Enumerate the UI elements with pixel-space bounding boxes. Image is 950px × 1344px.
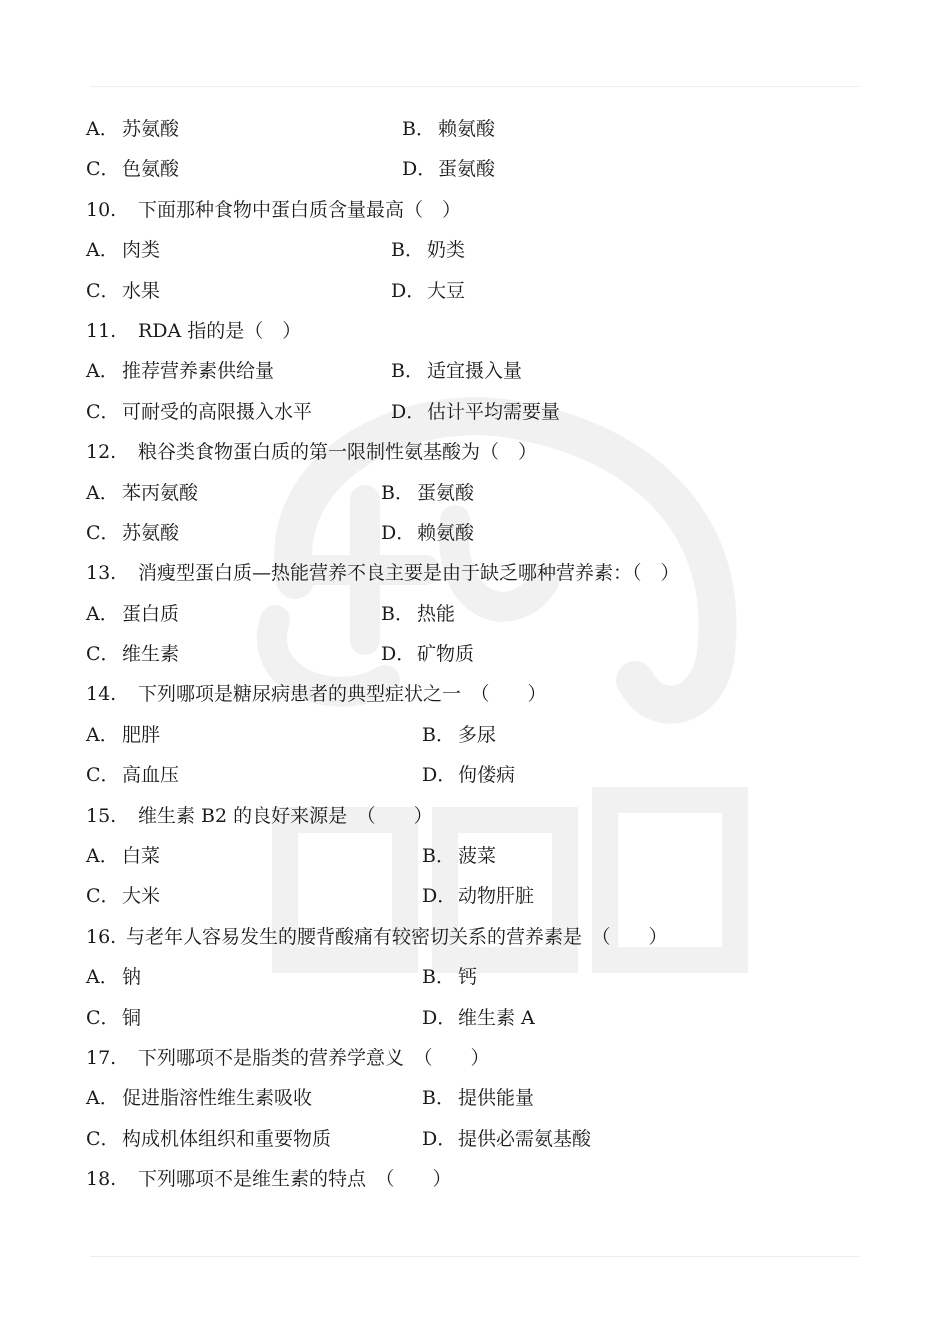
option-row [86,839,876,879]
question-11: 11. RDA 指的是（ ） [86,319,302,342]
option-c[interactable]: C． 高血压 [86,764,180,787]
option-b[interactable]: B． 菠菜 [422,845,497,868]
option-row [86,758,876,798]
option-d[interactable]: D．提供必需氨基酸 [422,1127,592,1150]
option-row [86,1122,876,1162]
option-a[interactable]: A． 肉类 [86,239,161,262]
option-row [86,597,876,637]
option-d[interactable]: D．赖氨酸 [381,521,475,544]
option-c[interactable]: C． 大米 [86,885,161,908]
option-row [86,637,876,677]
option-d[interactable]: D．估计平均需要量 [391,400,561,423]
option-a[interactable]: A． 苏氨酸 [86,118,180,140]
option-b[interactable]: B． 钙 [422,966,478,989]
option-row [86,1081,876,1121]
option-c[interactable]: C． 维生素 [86,643,180,666]
question-16: 16. 与老年人容易发生的腰背酸痛有较密切关系的营养素是 （ ） [86,925,668,948]
option-d[interactable]: D．动物肝脏 [422,885,535,908]
option-c[interactable]: C． 构成机体组织和重要物质 [86,1127,332,1150]
option-a[interactable]: A． 钠 [86,966,142,989]
option-b[interactable]: B． 提供能量 [422,1087,535,1110]
footer-rule [90,1256,860,1257]
option-row [86,274,876,314]
option-a[interactable]: A． 蛋白质 [86,602,180,625]
option-a[interactable]: A． 促进脂溶性维生素吸收 [86,1087,313,1110]
option-b[interactable]: B． 热能 [381,602,456,625]
header-rule [90,86,860,87]
option-b[interactable]: B． 赖氨酸 [402,118,496,140]
option-row [86,879,876,919]
option-c[interactable]: C． 苏氨酸 [86,521,180,544]
option-a[interactable]: A． 苯丙氨酸 [86,481,199,504]
option-d[interactable]: D．维生素 A [422,1006,535,1029]
question-18: 18. 下列哪项不是维生素的特点 （ ） [86,1168,452,1191]
option-b[interactable]: B． 奶类 [391,239,466,262]
option-b[interactable]: B． 多尿 [422,723,497,746]
option-row [86,112,876,152]
option-b[interactable]: B． 适宜摄入量 [391,360,523,383]
option-c[interactable]: C． 水果 [86,279,161,302]
option-row [86,395,876,435]
option-b[interactable]: B． 蛋氨酸 [381,481,475,504]
question-list [86,112,876,1203]
option-c[interactable]: C． 铜 [86,1006,142,1029]
option-row [86,152,876,192]
question-15: 15. 维生素 B2 的良好来源是 （ ） [86,804,433,827]
option-row [86,718,876,758]
option-a[interactable]: A． 白菜 [86,845,161,868]
option-d[interactable]: D．矿物质 [381,643,475,666]
option-c[interactable]: C． 可耐受的高限摄入水平 [86,400,313,423]
question-10: 10. 下面那种食物中蛋白质含量最高（ ） [86,198,462,221]
question-12: 12. 粮谷类食物蛋白质的第一限制性氨基酸为（ ） [86,441,538,464]
option-row [86,960,876,1000]
option-row [86,233,876,273]
option-row [86,476,876,516]
option-d[interactable]: D．大豆 [391,279,466,302]
question-13: 13. 消瘦型蛋白质—热能营养不良主要是由于缺乏哪种营养素：（ ） [86,562,680,585]
option-row [86,354,876,394]
option-d[interactable]: D．佝偻病 [422,764,516,787]
option-a[interactable]: A． 推荐营养素供给量 [86,360,275,383]
option-a[interactable]: A． 肥胖 [86,723,161,746]
question-17: 17. 下列哪项不是脂类的营养学意义 （ ） [86,1046,490,1069]
option-d[interactable]: D．蛋氨酸 [402,158,496,181]
option-row [86,1001,876,1041]
question-14: 14. 下列哪项是糖尿病患者的典型症状之一 （ ） [86,683,547,706]
option-row [86,516,876,556]
option-c[interactable]: C． 色氨酸 [86,158,180,181]
